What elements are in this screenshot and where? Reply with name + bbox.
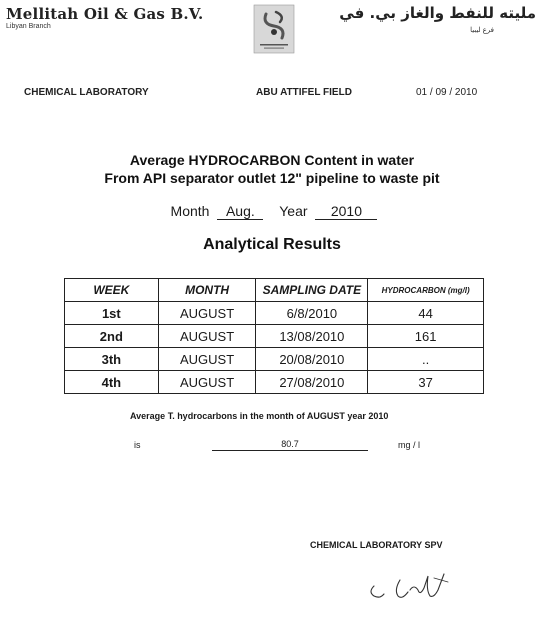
results-title: Analytical Results [203, 236, 341, 253]
hydrocarbon-cell: 44 [368, 302, 484, 325]
report-title-line-1: Average HYDROCARBON Content in water [129, 152, 415, 168]
month-cell: AUGUST [158, 348, 256, 371]
lab-supervisor-label: CHEMICAL LABORATORY SPV [310, 540, 443, 550]
table-row [65, 348, 484, 371]
date-cell: 6/8/2010 [256, 302, 368, 325]
summary-is-label: is [134, 440, 141, 450]
company-logo-icon [252, 4, 296, 54]
company-branch-en: Libyan Branch [6, 23, 51, 30]
month-value: Aug. [217, 203, 263, 220]
month-label: Month [170, 203, 210, 219]
table-row [65, 325, 484, 348]
week-cell: 3th [65, 348, 159, 371]
unit-label: mg / l [398, 440, 421, 450]
week-cell: 2nd [65, 325, 159, 348]
company-name-ar: مليته للنفط والغاز بي. في [339, 4, 536, 22]
period-line [0, 203, 544, 220]
table-header-row [65, 279, 484, 302]
company-branch-ar: فرع ليبيا [470, 27, 494, 34]
column-header-sampling-date: SAMPLING DATE [256, 279, 368, 302]
company-name-en: Mellitah Oil & Gas B.V. [6, 5, 204, 23]
column-header-hydrocarbon: HYDROCARBON (mg/l) [368, 279, 484, 302]
column-header-week: WEEK [65, 279, 159, 302]
month-cell: AUGUST [158, 325, 256, 348]
lab-header: CHEMICAL LABORATORY [24, 87, 149, 98]
report-title-line-2: From API separator outlet 12" pipeline to waste pit [104, 170, 440, 186]
table-row [65, 371, 484, 394]
column-header-month: MONTH [158, 279, 256, 302]
year-label: Year [279, 203, 308, 219]
date-cell: 13/08/2010 [256, 325, 368, 348]
hydrocarbon-cell: .. [368, 348, 484, 371]
results-table [64, 278, 484, 394]
week-cell: 4th [65, 371, 159, 394]
year-value: 2010 [315, 203, 377, 220]
summary-text: Average T. hydrocarbons in the month of AUGUST year 2010 [130, 411, 389, 421]
hydrocarbon-cell: 37 [368, 371, 484, 394]
table-row [65, 302, 484, 325]
date-cell: 20/08/2010 [256, 348, 368, 371]
month-cell: AUGUST [158, 371, 256, 394]
hydrocarbon-cell: 161 [368, 325, 484, 348]
field-header: ABU ATTIFEL FIELD [256, 87, 352, 98]
date-cell: 27/08/2010 [256, 371, 368, 394]
signature-icon [364, 568, 464, 608]
report-date: 01 / 09 / 2010 [416, 87, 478, 98]
week-cell: 1st [65, 302, 159, 325]
month-cell: AUGUST [158, 302, 256, 325]
average-value: 80.7 [212, 439, 368, 451]
